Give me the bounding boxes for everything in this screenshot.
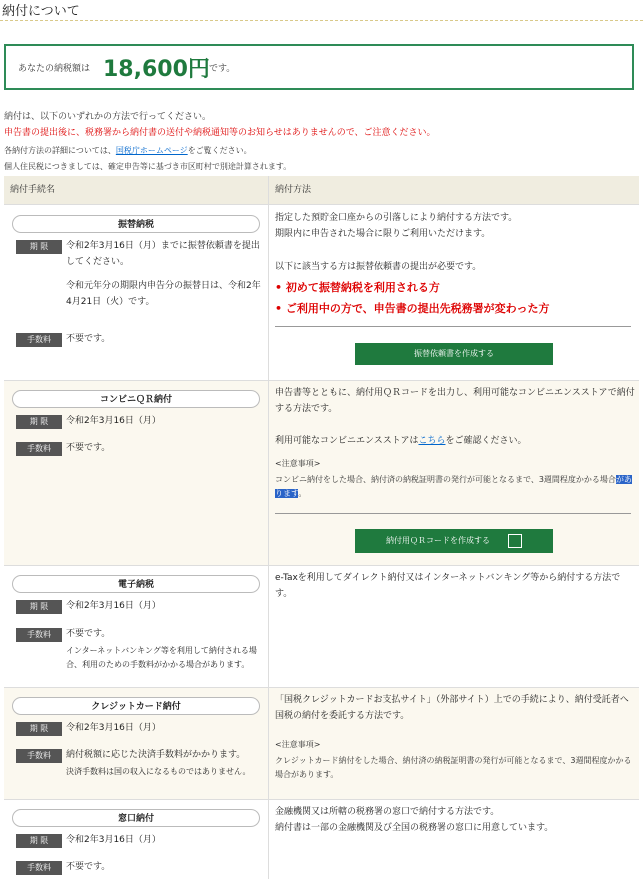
- fee-text: 不要です。: [66, 629, 111, 639]
- fee-note: インターネットバンキング等を利用して納付される場合、利用のための手数料がかかる場合があります。: [66, 646, 257, 669]
- desc-post: をご確認ください。: [445, 436, 527, 446]
- create-transfer-request-button[interactable]: 振替依頼書を作成する: [355, 343, 553, 365]
- row-furikae: [4, 204, 639, 381]
- fee-text: 不要です。: [66, 443, 111, 453]
- method-desc: 「国税クレジットカードお支払サイト」（外部サイト）上での手続により、納付受託者へ国税の納付を委託する方法です。: [275, 695, 629, 721]
- deadline-text: 令和2年3月16日（月）: [66, 835, 161, 845]
- method-desc-2: 期限内に申告された場合に限りご利用いただけます。: [275, 229, 491, 239]
- col-header-method: 納付方法: [268, 176, 639, 204]
- amount-label: あなたの納税額は: [18, 64, 91, 74]
- note-title: <注意事項>: [275, 459, 321, 468]
- fee-tag: 手数料: [16, 333, 62, 347]
- intro-resident-tax: 個人住民税につきましては、確定申告等に基づき市区町村で別途計算されます。: [4, 162, 292, 171]
- intro-details-pre: 各納付方法の詳細については、: [4, 146, 116, 155]
- note-highlight: があります: [275, 475, 632, 498]
- intro-details-post: をご覧ください。: [187, 146, 252, 155]
- method-desc: 指定した預貯金口座からの引落しにより納付する方法です。: [275, 213, 518, 223]
- note-body: クレジットカード納付をした場合、納付済の納税証明書の発行が可能となるまで、3週間程度かかる場合があります。: [275, 756, 632, 779]
- col-header-name: 納付手続名: [4, 176, 268, 204]
- fee-tag: 手数料: [16, 442, 62, 456]
- method-name-etax: 電子納税: [12, 575, 260, 593]
- method-desc: 申告書等とともに、納付用ＱＲコードを出力し、利用可能なコンビニエンスストアで納付する方法です。: [275, 388, 635, 414]
- method-name-credit: クレジットカード納付: [12, 697, 260, 715]
- amount-value: 18,600円: [103, 57, 210, 82]
- method-name-furikae: 振替納税: [12, 215, 260, 233]
- method-desc: e-Taxを利用してダイレクト納付又はインターネットバンキング等から納付する方法です。: [275, 573, 621, 599]
- divider: [275, 513, 631, 514]
- method-desc-3: 以下に該当する方は振替依頼書の提出が必要です。: [275, 262, 482, 272]
- fee-text: 不要です。: [66, 862, 111, 872]
- bullet-first-time: • 初めて振替納税を利用される方: [275, 281, 440, 294]
- method-desc-2: [275, 433, 635, 449]
- title-divider: [0, 20, 643, 21]
- divider: [275, 326, 631, 327]
- method-desc: 金融機関又は所轄の税務署の窓口で納付する方法です。: [275, 807, 500, 817]
- note-title: <注意事項>: [275, 740, 321, 749]
- row-conveni: [4, 380, 639, 566]
- deadline-text: 令和2年3月16日（月）までに振替依頼書を提出してください。: [66, 241, 260, 267]
- method-name-madoguchi: 窓口納付: [12, 809, 260, 827]
- fee-text: 不要です。: [66, 334, 111, 344]
- note-body: [275, 473, 635, 501]
- amount-unit: です。: [209, 64, 236, 74]
- tax-amount-box: [4, 44, 634, 90]
- create-qr-code-button[interactable]: [355, 529, 553, 553]
- deadline-text: 令和2年3月16日（月）: [66, 416, 161, 426]
- desc-pre: 利用可能なコンビニエンスストアは: [275, 436, 419, 446]
- row-madoguchi: [4, 799, 639, 879]
- nta-homepage-link[interactable]: 国税庁ホームページ: [115, 146, 188, 155]
- row-credit: [4, 687, 639, 800]
- fee-text: 納付税額に応じた決済手数料がかかります。: [66, 750, 246, 760]
- intro-details: [4, 145, 252, 156]
- page-title: 納付について: [2, 4, 80, 19]
- note-body-text: コンビニ納付をした場合、納付済の納税証明書の発行が可能となるまで、3週間程度かかる場合: [275, 475, 616, 484]
- qr-code-icon: [508, 534, 522, 548]
- intro-text: 納付は、以下のいずれかの方法で行ってください。: [4, 112, 212, 122]
- fee-tag: 手数料: [16, 628, 62, 642]
- fee-note: 決済手数料は国の収入になるものではありません。: [66, 767, 251, 776]
- fee-tag: 手数料: [16, 861, 62, 875]
- fee-tag: 手数料: [16, 749, 62, 763]
- bullet-office-changed: • ご利用中の方で、申告書の提出先税務署が変わった方: [275, 302, 550, 315]
- deadline-text: 令和2年3月16日（月）: [66, 601, 161, 611]
- transfer-date-text: 令和元年分の期限内申告分の振替日は、令和2年4月21日（火）です。: [66, 281, 261, 307]
- method-name-conveni: コンビニＱＲ納付: [12, 390, 260, 408]
- intro-warning: 申告書の提出後に、税務署から納付書の送付や納税通知等のお知らせはありませんので、ご注意ください。: [4, 128, 436, 138]
- method-desc-2: 納付書は一部の金融機関及び全国の税務署の窓口に用意しています。: [275, 823, 554, 833]
- conveni-list-link[interactable]: こちら: [418, 436, 446, 446]
- payment-methods-table: [4, 176, 639, 878]
- deadline-tag: 期 限: [16, 415, 62, 429]
- row-etax: [4, 565, 639, 688]
- deadline-tag: 期 限: [16, 834, 62, 848]
- deadline-text: 令和2年3月16日（月）: [66, 723, 161, 733]
- deadline-tag: 期 限: [16, 240, 62, 254]
- qr-button-label: 納付用ＱＲコードを作成する: [386, 536, 490, 545]
- deadline-tag: 期 限: [16, 722, 62, 736]
- deadline-tag: 期 限: [16, 600, 62, 614]
- note-end: 。: [298, 489, 307, 498]
